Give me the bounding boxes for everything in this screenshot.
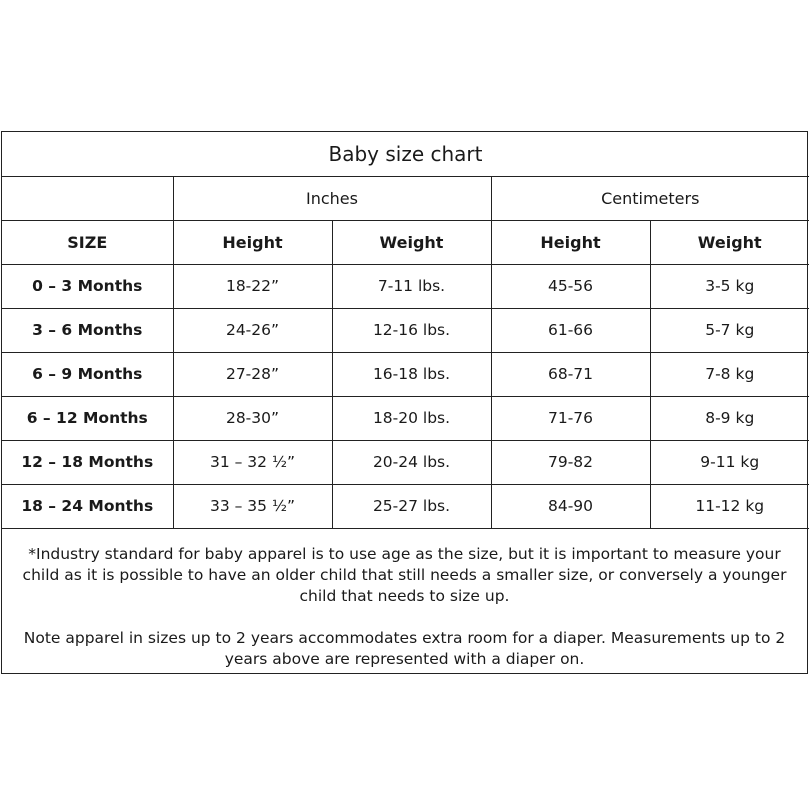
size-cell: 3 – 6 Months [2,308,173,352]
group-inches: Inches [173,176,491,220]
table-row [2,264,809,308]
table-row [2,352,809,396]
inches-weight-cell: 16-18 lbs. [332,352,491,396]
table-row [2,308,809,352]
empty-corner-cell [2,176,173,220]
table-row [2,396,809,440]
inches-height-cell: 31 – 32 ½” [173,440,332,484]
inches-height-cell: 24-26” [173,308,332,352]
inches-height-cell: 28-30” [173,396,332,440]
inches-height-cell: 33 – 35 ½” [173,484,332,528]
col-inches-height: Height [173,220,332,264]
inches-weight-cell: 7-11 lbs. [332,264,491,308]
group-centimeters: Centimeters [491,176,809,220]
size-table [2,132,809,529]
cm-height-cell: 45-56 [491,264,650,308]
inches-weight-cell: 25-27 lbs. [332,484,491,528]
table-row [2,440,809,484]
col-cm-height: Height [491,220,650,264]
industry-standard-note: *Industry standard for baby apparel is to use age as the size, but it is important to measure your child as it is possible to have an older child that still needs a smaller size, or conversely a younger child that needs to size up. [22,545,787,605]
col-cm-weight: Weight [650,220,809,264]
size-chart [1,131,808,674]
inches-height-cell: 18-22” [173,264,332,308]
table-row [2,484,809,528]
cm-height-cell: 68-71 [491,352,650,396]
column-header-row [2,220,809,264]
col-size: SIZE [2,220,173,264]
footnotes [2,538,807,670]
cm-weight-cell: 11-12 kg [650,484,809,528]
inches-height-cell: 27-28” [173,352,332,396]
size-cell: 0 – 3 Months [2,264,173,308]
inches-weight-cell: 12-16 lbs. [332,308,491,352]
cm-weight-cell: 3-5 kg [650,264,809,308]
inches-weight-cell: 18-20 lbs. [332,396,491,440]
cm-height-cell: 61-66 [491,308,650,352]
size-cell: 12 – 18 Months [2,440,173,484]
size-cell: 6 – 12 Months [2,396,173,440]
cm-weight-cell: 7-8 kg [650,352,809,396]
size-cell: 6 – 9 Months [2,352,173,396]
cm-height-cell: 71-76 [491,396,650,440]
cm-weight-cell: 5-7 kg [650,308,809,352]
inches-weight-cell: 20-24 lbs. [332,440,491,484]
cm-height-cell: 79-82 [491,440,650,484]
cm-height-cell: 84-90 [491,484,650,528]
group-header-row [2,176,809,220]
chart-title: Baby size chart [2,132,809,176]
size-cell: 18 – 24 Months [2,484,173,528]
col-inches-weight: Weight [332,220,491,264]
diaper-note: Note apparel in sizes up to 2 years accommodates extra room for a diaper. Measurements up to 2 years above are represented with a diaper on. [23,629,786,668]
cm-weight-cell: 8-9 kg [650,396,809,440]
title-row [2,132,809,176]
cm-weight-cell: 9-11 kg [650,440,809,484]
